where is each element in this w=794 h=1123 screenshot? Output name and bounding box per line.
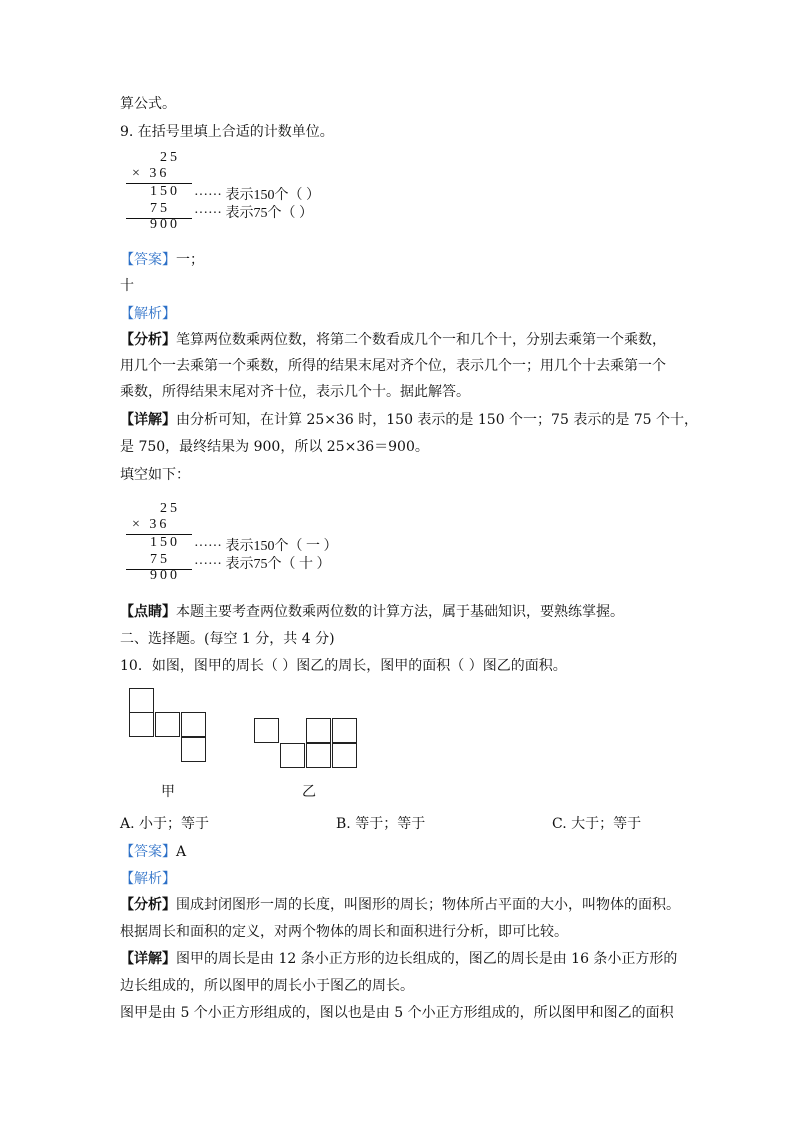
grid-square — [280, 743, 305, 768]
multiplicand: 25 — [160, 501, 180, 516]
tip-text: 本题主要考查两位数乘两位数的计算方法，属于基础知识，要熟练掌握。 — [176, 604, 624, 620]
grid-square — [306, 743, 331, 768]
text-line: 算公式。 — [120, 96, 176, 112]
grid-square — [332, 718, 357, 743]
analysis-text: 围成封闭图形一周的长度，叫图形的周长；物体所占平面的大小，叫物体的面积。 — [176, 897, 680, 913]
note-2: ······ 表示75个（ ） — [194, 206, 313, 221]
note-1: ······ 表示150个（ 一 ） — [194, 539, 338, 554]
analysis-line: 乘数，所得结果末尾对齐十位，表示几个十。据此解答。 — [120, 384, 470, 400]
multiplier: × 36 — [132, 166, 170, 181]
grid-square — [332, 743, 357, 768]
analysis-heading: 【解析】 — [120, 871, 176, 887]
partial-product-2: 75 — [150, 552, 170, 567]
answer-line — [120, 250, 204, 270]
analysis-tag: 【分析】 — [120, 897, 176, 913]
multiplicand: 25 — [160, 150, 180, 165]
grid-square — [181, 712, 206, 737]
vertical-multiplication-filled — [122, 501, 382, 585]
partial-product-1: 150 — [150, 535, 180, 550]
grid-square — [181, 737, 206, 762]
grid-square — [155, 712, 180, 737]
product: 900 — [150, 568, 180, 583]
grid-square — [254, 718, 279, 743]
detail-text: 由分析可知，在计算 25×36 时，150 表示的是 150 个一；75 表示的是 75 个十， — [176, 412, 699, 428]
detail-line — [120, 410, 698, 430]
figure-jia-label: 甲 — [161, 784, 175, 800]
partial-product-1: 150 — [150, 184, 180, 199]
detail-text: 图甲的周长是由 12 条小正方形的边长组成的，图乙的周长是由 16 条小正方形的 — [176, 951, 678, 967]
detail-line: 是 750，最终结果为 900，所以 25×36＝900。 — [120, 439, 429, 455]
detail-line: 图甲是由 5 个小正方形组成的，图以也是由 5 个小正方形组成的，所以图甲和图乙的面积 — [120, 1005, 674, 1021]
answer-tag: 【答案】 — [120, 844, 176, 860]
analysis-line: 根据周长和面积的定义，对两个物体的周长和面积进行分析，即可比较。 — [120, 924, 568, 940]
analysis-heading: 【解析】 — [120, 306, 176, 322]
vertical-multiplication — [122, 150, 382, 234]
figure-jia — [129, 688, 209, 766]
analysis-line — [120, 330, 666, 350]
option-a[interactable]: A. 小于；等于 — [120, 816, 210, 832]
grid-gap — [280, 718, 305, 743]
answer-line — [120, 842, 186, 862]
analysis-line: 用几个一去乘第一个乘数，所得的结果末尾对齐个位，表示几个一；用几个十去乘第一个 — [120, 358, 666, 374]
grid-square — [129, 688, 154, 713]
grid-square — [129, 712, 154, 737]
section-heading: 二、选择题。(每空 1 分，共 4 分) — [120, 631, 335, 647]
answer-line-2: 十 — [120, 278, 134, 294]
question-10: 10．如图，图甲的周长（ ）图乙的周长，图甲的面积（ ）图乙的面积。 — [120, 658, 567, 674]
figure-yi-label: 乙 — [302, 784, 316, 800]
detail-line: 边长组成的，所以图甲的周长小于图乙的周长。 — [120, 978, 414, 994]
multiplier: × 36 — [132, 517, 170, 532]
fill-in-line: 填空如下： — [120, 467, 190, 483]
product: 900 — [150, 217, 180, 232]
answer-tag: 【答案】 — [120, 252, 176, 268]
question-9: 9. 在括号里填上合适的计数单位。 — [120, 124, 334, 140]
analysis-line — [120, 895, 680, 915]
detail-tag: 【详解】 — [120, 412, 176, 428]
answer-text: A — [176, 844, 187, 860]
note-1: ······ 表示150个（ ） — [194, 188, 320, 203]
note-2: ······ 表示75个（ 十 ） — [194, 557, 331, 572]
option-c[interactable]: C. 大于；等于 — [552, 816, 642, 832]
grid-square — [306, 718, 331, 743]
figure-yi — [254, 718, 360, 770]
tip-tag: 【点睛】 — [120, 604, 176, 620]
option-b[interactable]: B. 等于；等于 — [336, 816, 426, 832]
detail-line — [120, 949, 677, 969]
analysis-text: 笔算两位数乘两位数，将第二个数看成几个一和几个十，分别去乘第一个乘数， — [176, 332, 666, 348]
detail-tag: 【详解】 — [120, 951, 176, 967]
tip-line — [120, 602, 624, 622]
partial-product-2: 75 — [150, 201, 170, 216]
analysis-tag: 【分析】 — [120, 332, 176, 348]
answer-text: 一； — [176, 252, 204, 268]
